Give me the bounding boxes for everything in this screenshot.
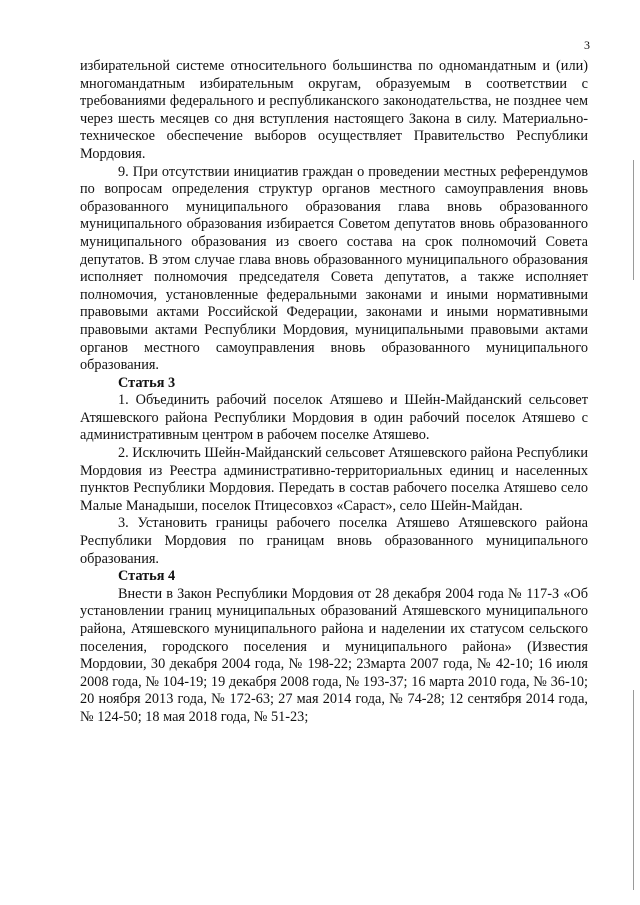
paragraph-item-9: 9. При отсутствии инициатив граждан о проведении местных референдумов по вопросам определения структур органов местного самоуправления вновь образованного муниципального образования глава вновь образованного муниципального образования избирается Советом депутатов вновь образованного муниципального образования из своего состава на срок полномочий Совета депутатов. В этом случае глава вновь образованного муниципального образования исполняет полномочия председателя Совета депутатов, а также исполняет полномочия, установленные федеральными законами и иными нормативными правовыми актами Российской Федерации, законами и иными нормативными правовыми актами Республики Мордовия, муниципальными правовыми актами органов местного самоуправления вновь образованного муниципального образования. xyxy=(80,163,588,374)
scan-edge-mark xyxy=(633,160,634,280)
article-4-heading: Статья 4 xyxy=(118,568,176,585)
article-4-text: Внести в Закон Республики Мордовия от 28 декабря 2004 года № 117-З «Об установлении границ муниципальных образований Атяшевского муниципального района, Атяшевского муниципального района и наделении их статусом сельского поселения, городского поселения и муниципального района» (Известия Мордовии, 30 декабря 2004 года, № 198-22; 23марта 2007 года, № 42-10; 16 июля 2008 года, № 104-19; 19 декабря 2008 года, № 193-37; 16 марта 2010 года, № 36-10; 20 ноября 2013 года, № 172-63; 27 мая 2014 года, № 74-28; 12 сентября 2014 года, № 124-50; 18 мая 2018 года, № 51-23; xyxy=(80,585,588,725)
paragraph-continuation: избирательной системе относительного большинства по одномандатным и (или) многомандатным избирательным округам, образуемым в соответствии с требованиями федерального и республиканского законодательства, не позднее чем через шесть месяцев со дня вступления настоящего Закона в силу. Материально-техническое обеспечение выборов осуществляет Правительство Республики Мордовия. xyxy=(80,58,588,162)
article-3-heading: Статья 3 xyxy=(118,374,176,391)
article-3-item-1: 1. Объединить рабочий поселок Атяшево и Шейн-Майданский сельсовет Атяшевского района Республики Мордовия в один рабочий поселок Атяшево с административным центром в рабочем поселке Атяшево. xyxy=(80,392,588,444)
article-3-item-3: 3. Установить границы рабочего поселка Атяшево Атяшевского района Республики Мордовия по границам вновь образованного муниципального образования. xyxy=(80,515,588,567)
scan-edge-mark xyxy=(633,690,634,890)
page-number: 3 xyxy=(584,38,590,52)
document-body xyxy=(80,58,588,727)
article-3-item-2: 2. Исключить Шейн-Майданский сельсовет Атяшевского района Республики Мордовия из Реестра административно-территориальных единиц и населенных пунктов Республики Мордовия. Передать в состав рабочего поселка Атяшево село Малые Манадыши, поселок Птицесовхоз «Сараст», село Шейн-Майдан. xyxy=(80,445,588,514)
